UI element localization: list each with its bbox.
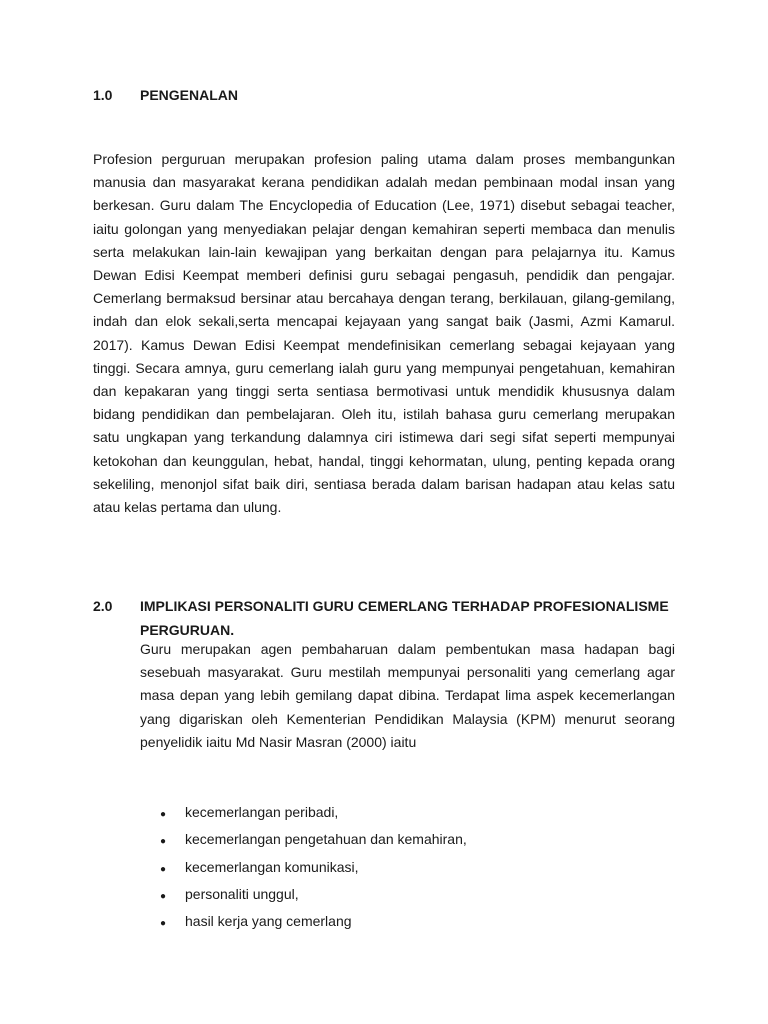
section-2-heading	[93, 594, 679, 642]
section-1-title: PENGENALAN	[140, 87, 239, 103]
section-1-paragraph: Profesion perguruan merupakan profesion paling utama dalam proses membangunkan manusia dan masyarakat kerana pendidikan adalah medan pembinaan modal insan yang berkesan. Guru dalam The Encyclopedia of Education (Lee, 1971) disebut sebagai teacher, iaitu golongan yang menyediakan pelajar dengan kemahiran seperti membaca dan menulis serta melakukan lain-lain kewajipan yang berkaitan dengan para pelajarnya itu. Kamus Dewan Edisi Keempat memberi definisi guru sebagai pengasuh, pendidik dan pengajar. Cemerlang bermaksud bersinar atau bercahaya dengan terang, berkilauan, gilang-gemilang, indah dan elok sekali,serta mencapai kejayaan yang sangat baik (Jasmi, Azmi Kamarul. 2017). Kamus Dewan Edisi Keempat mendefinisikan cemerlang sebagai kejayaan yang tinggi. Secara amnya, guru cemerlang ialah guru yang mempunyai pengetahuan, kemahiran dan kepakaran yang tinggi serta sentiasa bermotivasi untuk mendidik khususnya dalam bidang pendidikan dan pembelajaran. Oleh itu, istilah bahasa guru cemerlang merupakan satu ungkapan yang terkandung dalamnya ciri istimewa dari segi sifat seperti mempunyai ketokohan dan keunggulan, hebat, handal, tinggi kehormatan, ulung, penting kepada orang sekeliling, menonjol sifat baik diri, sentiasa berada dalam barisan hadapan atau kelas satu atau kelas pertama dan ulung.	[93, 151, 675, 516]
section-2-number: 2.0	[93, 598, 113, 614]
section-1-heading	[93, 83, 238, 107]
list-item-text: kecemerlangan pengetahuan dan kemahiran,	[185, 831, 467, 848]
section-2-paragraph: Guru merupakan agen pembaharuan dalam pembentukan masa hadapan bagi sesebuah masyarakat. Guru mestilah mempunyai personaliti yang cemerlang agar masa depan yang lebih gemilang dapat dibina. Terdapat lima aspek kecemerlangan yang digariskan oleh Kementerian Pendidikan Malaysia (KPM) menurut seorang penyelidik iaitu Md Nasir Masran (2000) iaitu	[140, 641, 675, 750]
section-1-number: 1.0	[93, 87, 113, 103]
list-item	[140, 882, 467, 909]
list-item	[140, 855, 467, 882]
list-item-text: hasil kerja yang cemerlang	[185, 913, 352, 930]
list-item	[140, 827, 467, 854]
list-item	[140, 800, 467, 827]
bullet-icon: ●	[160, 918, 167, 930]
aspect-bullet-list	[140, 800, 467, 936]
section-2-title: IMPLIKASI PERSONALITI GURU CEMERLANG TERHADAP PROFESIONALISME PERGURUAN.	[140, 598, 669, 638]
list-item-text: kecemerlangan peribadi,	[185, 804, 339, 820]
bullet-icon: ●	[160, 863, 167, 875]
bullet-icon: ●	[160, 809, 167, 820]
bullet-icon: ●	[160, 890, 167, 902]
bullet-icon: ●	[160, 836, 167, 848]
list-item-text: personaliti unggul,	[185, 885, 299, 902]
list-item	[140, 909, 467, 936]
list-item-text: kecemerlangan komunikasi,	[185, 858, 359, 875]
